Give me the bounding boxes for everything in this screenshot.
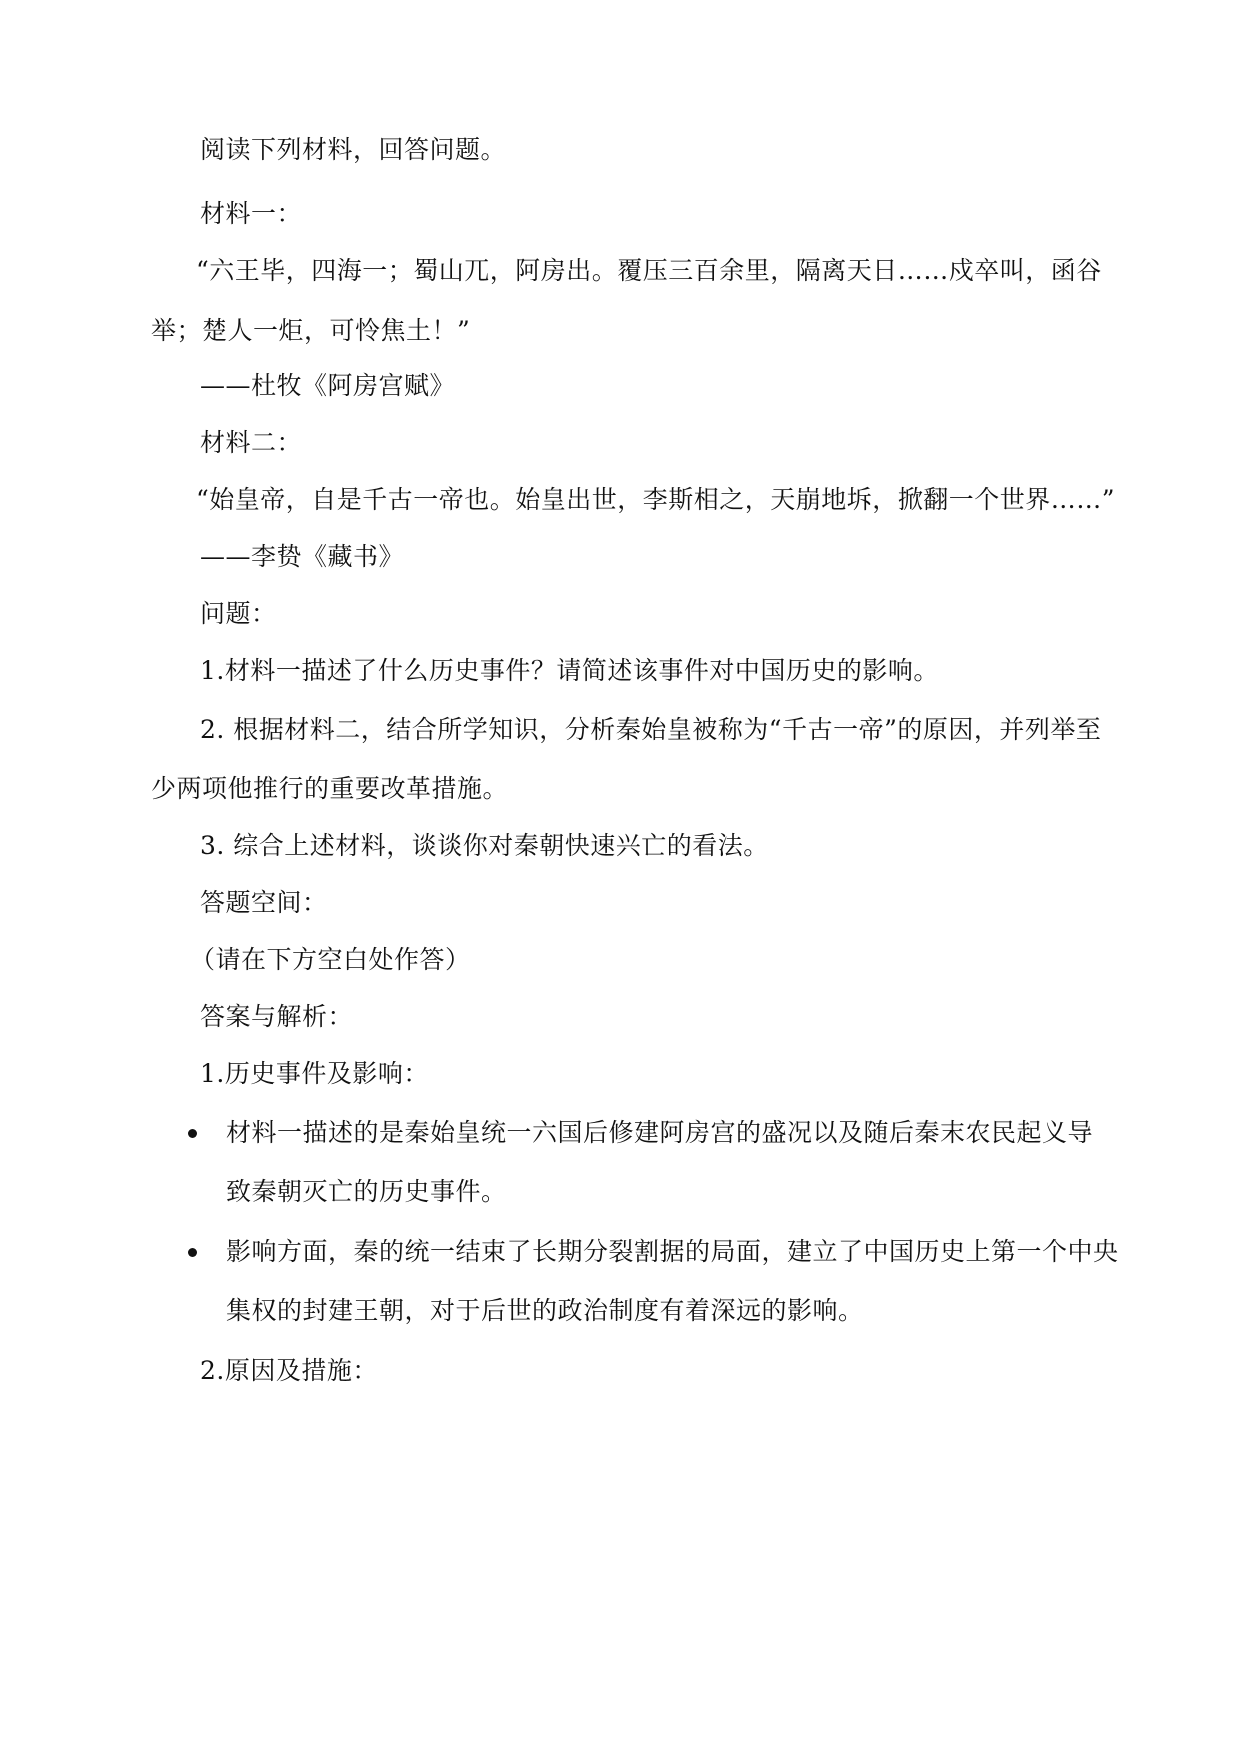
question-1: 1.材料一描述了什么历史事件？请简述该事件对中国历史的影响。	[200, 656, 939, 685]
material1-source: ——杜牧《阿房宫赋》	[200, 371, 456, 400]
analysis-bullet2-line1: 影响方面，秦的统一结束了长期分裂割据的局面，建立了中国历史上第一个中央	[226, 1237, 1119, 1266]
analysis-part2-heading: 2.原因及措施：	[200, 1356, 378, 1385]
material2-source: ——李贽《藏书》	[200, 542, 405, 571]
material1-quote-line1: “六王毕，四海一；蜀山兀，阿房出。覆压三百余里，隔离天日……戍卒叫，函谷	[196, 256, 1102, 285]
material1-quote-line2: 举；楚人一炬，可怜焦土！”	[151, 316, 471, 345]
bullet-icon	[188, 1248, 197, 1257]
material2-quote: “始皇帝，自是千古一帝也。始皇出世，李斯相之，天崩地坼，掀翻一个世界……”	[196, 485, 1116, 514]
bullet-icon	[188, 1129, 197, 1138]
question-2-line1: 2. 根据材料二，结合所学知识，分析秦始皇被称为“千古一帝”的原因，并列举至	[200, 715, 1102, 744]
material2-heading: 材料二：	[200, 428, 303, 457]
analysis-bullet1-line1: 材料一描述的是秦始皇统一六国后修建阿房宫的盛况以及随后秦末农民起义导	[226, 1118, 1094, 1147]
answer-space-note: （请在下方空白处作答）	[190, 945, 471, 974]
question-3: 3. 综合上述材料，谈谈你对秦朝快速兴亡的看法。	[200, 831, 769, 860]
answer-space-heading: 答题空间：	[200, 888, 328, 917]
intro-text: 阅读下列材料，回答问题。	[200, 135, 507, 164]
analysis-bullet1-line2: 致秦朝灭亡的历史事件。	[226, 1177, 507, 1206]
analysis-bullet2-line2: 集权的封建王朝，对于后世的政治制度有着深远的影响。	[226, 1296, 864, 1325]
questions-heading: 问题：	[200, 599, 277, 628]
question-2-line2: 少两项他推行的重要改革措施。	[151, 774, 509, 803]
analysis-heading: 答案与解析：	[200, 1002, 354, 1031]
analysis-part1-heading: 1.历史事件及影响：	[200, 1059, 429, 1088]
material1-heading: 材料一：	[200, 199, 303, 228]
